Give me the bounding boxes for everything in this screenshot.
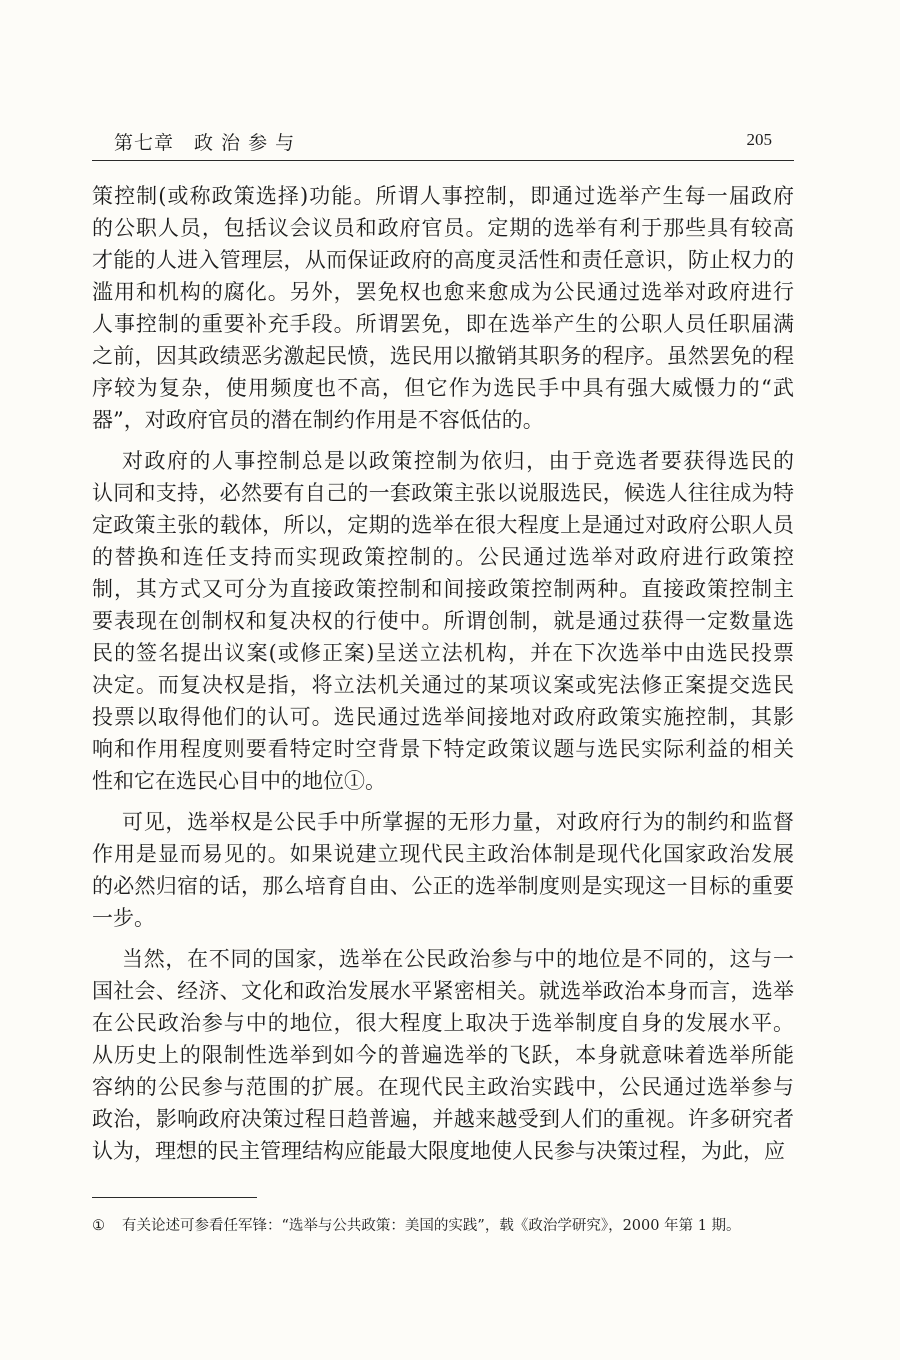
text-line: 人事控制的重要补充手段。所谓罢免，即在选举产生的公职人员任职届满 [92,312,794,336]
footnote-text: 有关论述可参看任军锋：“选举与公共政策：美国的实践”，载《政治学研究》，2000 年第 1 期。 [122,1218,741,1234]
footnote [92,1214,794,1235]
text-line: 序较为复杂，使用频度也不高，但它作为选民手中具有强大威慑力的“武 [92,376,794,400]
text-line: 投票以取得他们的认可。选民通过选举间接地对政府政策实施控制，其影 [92,705,794,729]
text-line: 性和它在选民心目中的地位①。 [92,769,386,793]
text-line: 容纳的公民参与范围的扩展。在现代民主政治实践中，公民通过选举参与 [92,1075,794,1099]
text-line: 国社会、经济、文化和政治发展水平紧密相关。就选举政治本身而言，选举 [92,979,794,1003]
text-line: 可见，选举权是公民手中所掌握的无形力量，对政府行为的制约和监督 [122,810,794,834]
footnote-mark: ① [92,1218,105,1234]
text-line: 才能的人进入管理层，从而保证政府的高度灵活性和责任意识，防止权力的 [92,248,794,272]
text-line: 的公职人员，包括议会议员和政府官员。定期的选举有利于那些具有较高 [92,216,794,240]
chapter-title: 第七章 政 治 参 与 [114,132,296,154]
text-line: 之前，因其政绩恶劣激起民愤，选民用以撤销其职务的程序。虽然罢免的程 [92,344,794,368]
text-line: 响和作用程度则要看特定时空背景下特定政策议题与选民实际利益的相关 [92,737,794,761]
text-line: 作用是显而易见的。如果说建立现代民主政治体制是现代化国家政治发展 [92,842,794,866]
paragraph [92,445,794,797]
text-line: 对政府的人事控制总是以政策控制为依归，由于竞选者要获得选民的 [122,449,794,473]
text-line: 在公民政治参与中的地位，很大程度上取决于选举制度自身的发展水平。 [92,1011,794,1035]
text-line: 政治，影响政府决策过程日趋普遍，并越来越受到人们的重视。许多研究者 [92,1107,794,1131]
text-line: 从历史上的限制性选举到如今的普遍选举的飞跃，本身就意味着选举所能 [92,1043,794,1067]
text-line: 定政策主张的载体，所以，定期的选举在很大程度上是通过对政府公职人员 [92,513,794,537]
text-line: 的替换和连任支持而实现政策控制的。公民通过选举对政府进行政策控 [92,545,794,569]
text-line: 要表现在创制权和复决权的行使中。所谓创制，就是通过获得一定数量选 [92,609,794,633]
text-line: 制，其方式又可分为直接政策控制和间接政策控制两种。直接政策控制主 [92,577,794,601]
body-text [92,180,794,1176]
paragraph [92,943,794,1167]
text-line: 的必然归宿的话，那么培育自由、公正的选举制度则是实现这一目标的重要 [92,874,794,898]
text-line: 策控制(或称政策选择)功能。所谓人事控制，即通过选举产生每一届政府 [92,184,794,208]
paragraph [92,180,794,436]
text-line: 器”，对政府官员的潜在制约作用是不容低估的。 [92,408,544,432]
text-line: 决定。而复决权是指，将立法机关通过的某项议案或宪法修正案提交选民 [92,673,794,697]
text-line: 民的签名提出议案(或修正案)呈送立法机构，并在下次选举中由选民投票 [92,641,794,665]
text-line: 当然，在不同的国家，选举在公民政治参与中的地位是不同的，这与一 [122,947,794,971]
text-line: 认同和支持，必然要有自己的一套政策主张以说服选民，候选人往往成为特 [92,481,794,505]
text-line: 滥用和机构的腐化。另外，罢免权也愈来愈成为公民通过选举对政府进行 [92,280,794,304]
running-header [92,124,794,161]
footnote-rule [92,1197,257,1198]
paragraph [92,806,794,934]
text-line: 认为，理想的民主管理结构应能最大限度地使人民参与决策过程，为此，应 [92,1139,785,1163]
page-number: 205 [746,130,772,149]
text-line: 一步。 [92,906,155,930]
